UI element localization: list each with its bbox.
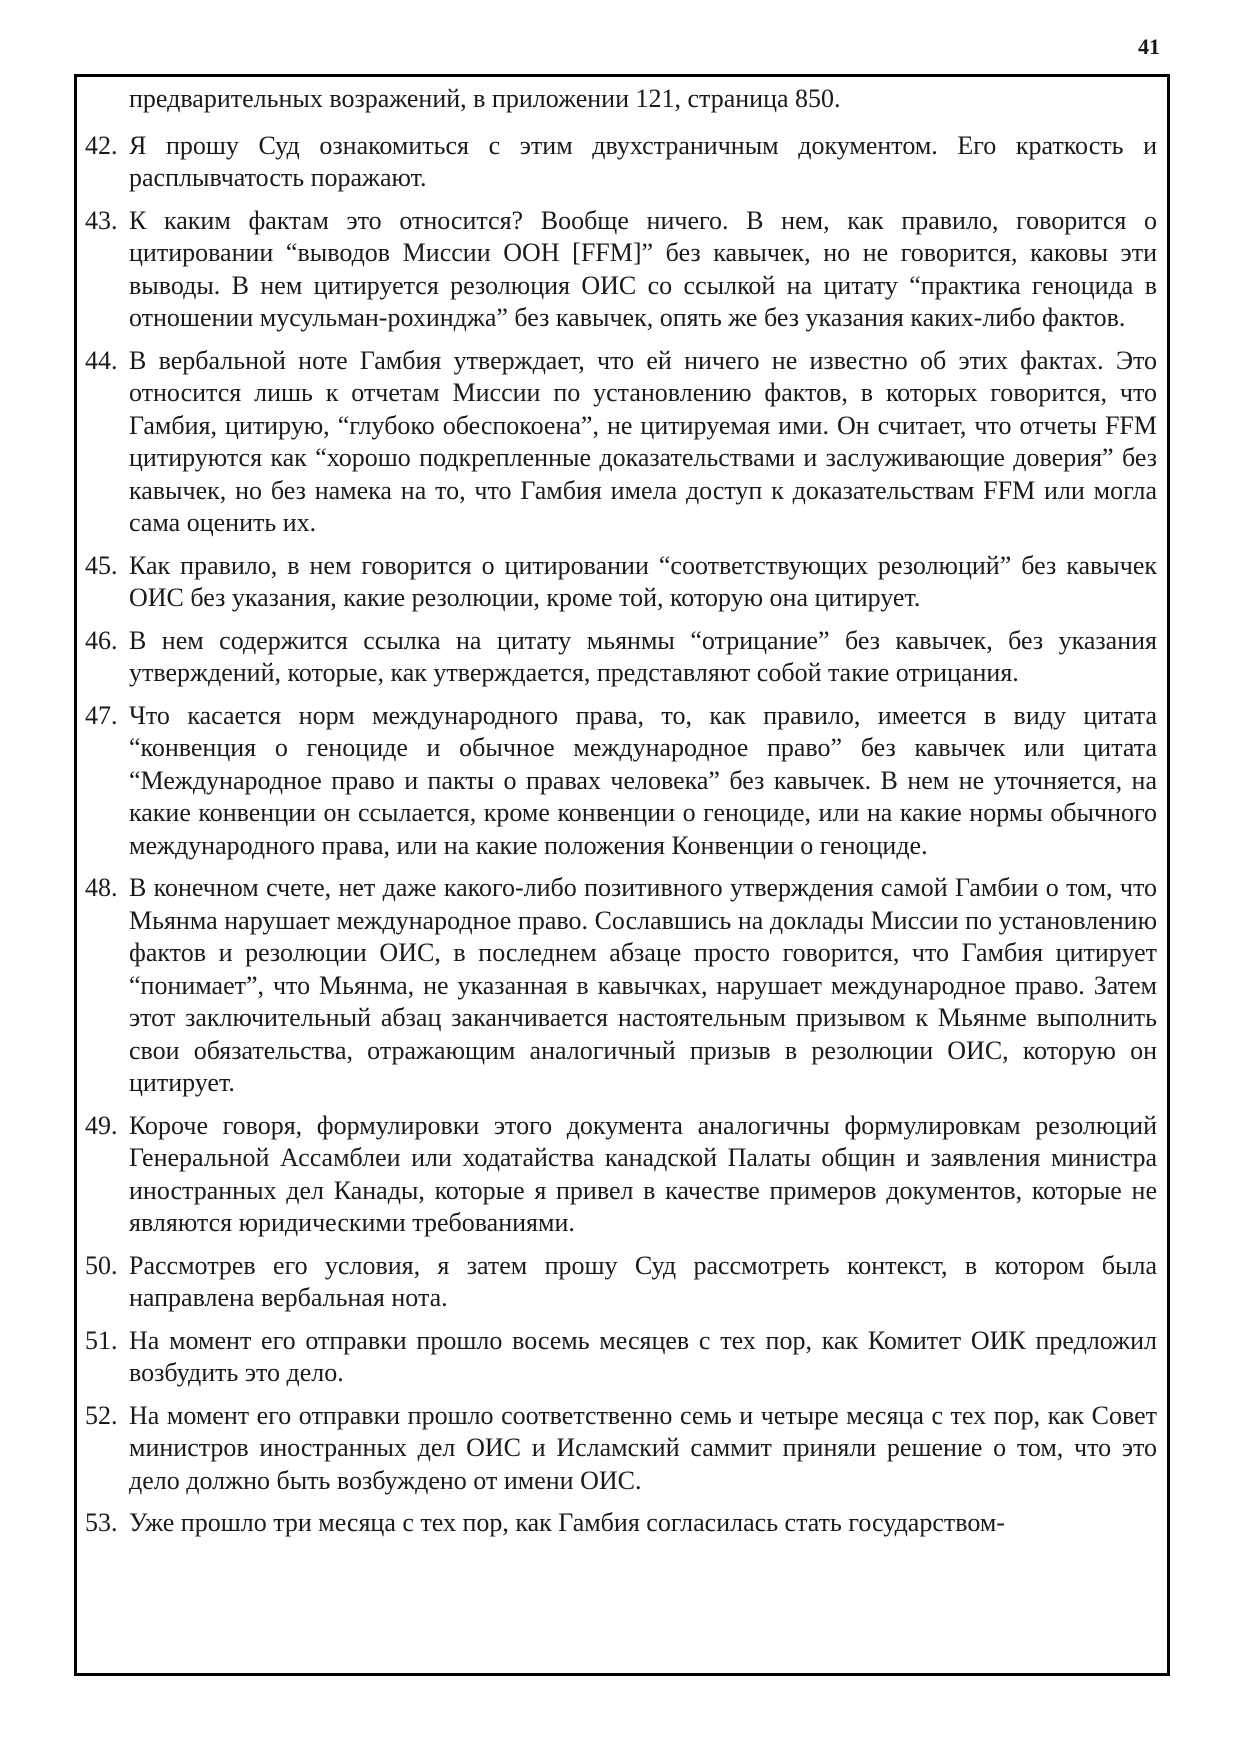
paragraph-text: Как правило, в нем говорится о цитировании “соответствующих резолюций” без кавычек ОИС без указания, какие резолюции, кроме той, которую она цитирует. xyxy=(129,550,1157,612)
paragraph-text: Рассмотрев его условия, я затем прошу Суд рассмотреть контекст, в котором была направлена вербальная нота. xyxy=(129,1250,1157,1312)
paragraph-53 xyxy=(85,1507,1157,1540)
page-number: 41 xyxy=(1138,34,1160,59)
paragraph-text: Что касается норм международного права, то, как правило, имеется в виду цитата “конвенция о геноциде и обычное международное право” без кавычек или цитата “Международное право и пакты о правах человека” без кавычек. В нем не уточняется, на какие конвенции он ссылается, кроме конвенции о геноциде, или на какие нормы обычного международного права, или на какие положения Конвенции о геноциде. xyxy=(129,700,1157,860)
paragraph-text: В вербальной ноте Гамбия утверждает, что ей ничего не известно об этих фактах. Это относится лишь к отчетам Миссии по установлению фактов, в которых говорится, что Гамбия, цитирую, “глубоко обеспокоена”, не цитируемая ими. Он считает, что отчеты FFM цитируются как “хорошо подкрепленные доказательствами и заслуживающие доверия” без кавычек, но без намека на то, что Гамбия имела доступ к доказательствам FFM или могла сама оценить их. xyxy=(129,345,1157,537)
paragraph-text: На момент его отправки прошло восемь месяцев с тех пор, как Комитет ОИК предложил возбудить это дело. xyxy=(129,1325,1157,1387)
paragraph-44 xyxy=(85,345,1157,540)
paragraph-text: На момент его отправки прошло соответственно семь и четыре месяца с тех пор, как Совет министров иностранных дел ОИС и Исламский саммит приняли решение о том, что это дело должно быть возбуждено от имени ОИС. xyxy=(129,1400,1157,1495)
continuation-paragraph xyxy=(85,83,1157,116)
paragraph-number: 43. xyxy=(85,205,118,235)
paragraph-number: 42. xyxy=(85,130,118,160)
paragraph-text: К каким фактам это относится? Вообще ничего. В нем, как правило, говорится о цитировании “выводов Миссии ООН [FFM]” без кавычек, но не говорится, каковы эти выводы. В нем цитируется резолюция ОИС со ссылкой на цитату “практика геноцида в отношении мусульман-рохинджа” без кавычек, опять же без указания каких-либо фактов. xyxy=(129,205,1157,332)
paragraph-number: 45. xyxy=(85,550,118,580)
paragraph-46 xyxy=(85,625,1157,690)
paragraph-number: 53. xyxy=(85,1508,118,1537)
paragraph-43 xyxy=(85,205,1157,335)
paragraph-number: 50. xyxy=(85,1250,118,1280)
paragraph-number: 44. xyxy=(85,345,118,375)
paragraph-text: В конечном счете, нет даже какого-либо позитивного утверждения самой Гамбии о том, что Мьянма нарушает международное право. Сославшись на доклады Миссии по установлению фактов и резолюции ОИС, в последнем абзаце просто говорится, что Гамбия цитирует “понимает”, что Мьянма, не указанная в кавычках, нарушает международное право. Затем этот заключительный абзац заканчивается настоятельным призывом к Мьянме выполнить свои обязательства, отражающим аналогичный призыв в резолюции ОИС, которую он цитирует. xyxy=(129,873,1157,1097)
paragraph-47 xyxy=(85,700,1157,863)
paragraph-text: Я прошу Суд ознакомиться с этим двухстраничным документом. Его краткость и расплывчатость поражают. xyxy=(129,130,1157,192)
paragraph-text: предварительных возражений, в приложении 121, страница 850. xyxy=(129,84,841,113)
document-frame xyxy=(74,74,1170,1676)
paragraph-51 xyxy=(85,1325,1157,1390)
paragraph-45 xyxy=(85,550,1157,615)
paragraph-text: Уже прошло три месяца с тех пор, как Гамбия согласилась стать государством- xyxy=(129,1508,1005,1537)
paragraph-text: В нем содержится ссылка на цитату мьянмы “отрицание” без кавычек, без указания утверждений, которые, как утверждается, представляют собой такие отрицания. xyxy=(129,625,1157,687)
paragraph-number: 51. xyxy=(85,1325,118,1355)
paragraph-48 xyxy=(85,872,1157,1100)
paragraph-42 xyxy=(85,130,1157,195)
paragraph-number: 48. xyxy=(85,873,118,902)
paragraph-text: Короче говоря, формулировки этого документа аналогичны формулировкам резолюций Генеральной Ассамблеи или ходатайства канадской Палаты общин и заявления министра иностранных дел Канады, которые я привел в качестве примеров документов, которые не являются юридическими требованиями. xyxy=(129,1110,1157,1237)
paragraph-number: 47. xyxy=(85,700,118,730)
paragraph-49 xyxy=(85,1110,1157,1240)
paragraph-number: 52. xyxy=(85,1400,118,1430)
paragraph-number: 46. xyxy=(85,625,118,655)
paragraph-50 xyxy=(85,1250,1157,1315)
paragraph-number: 49. xyxy=(85,1110,118,1140)
paragraph-52 xyxy=(85,1400,1157,1498)
